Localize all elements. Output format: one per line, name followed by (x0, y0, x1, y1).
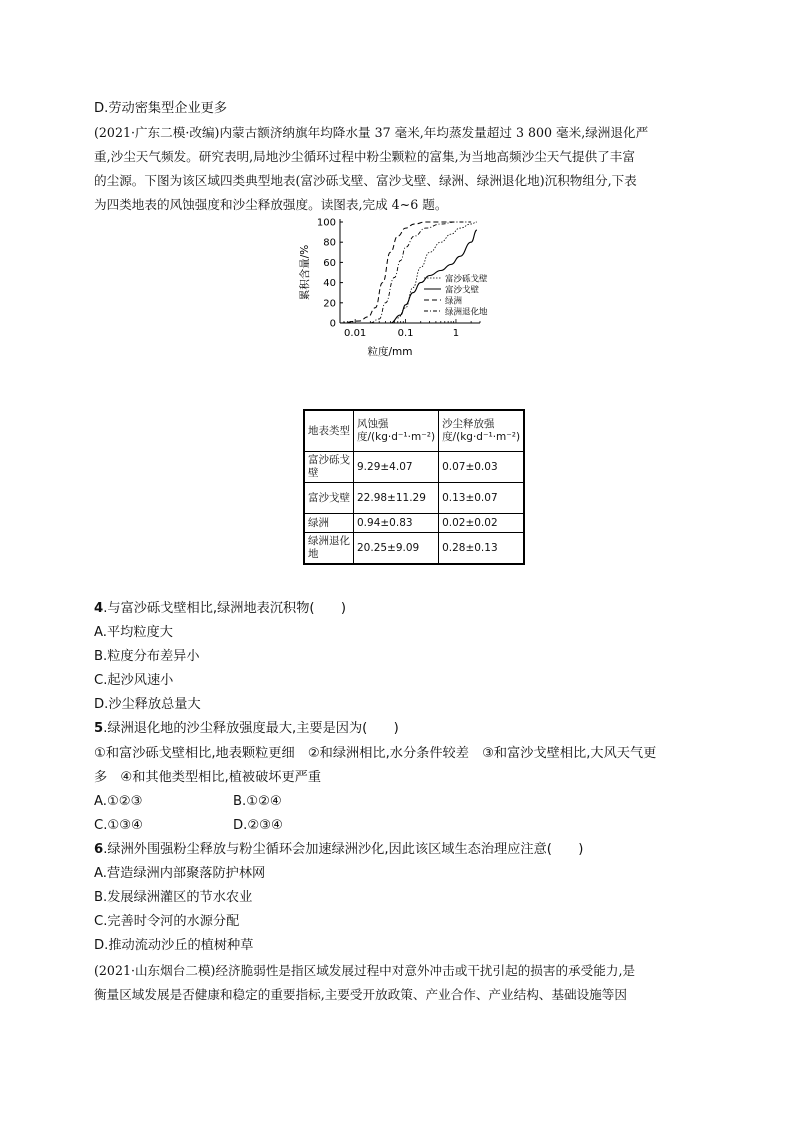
table-header-row (304, 410, 524, 452)
table-header-cell: 沙尘释放强度/(kg·d⁻¹·m⁻²) (439, 410, 525, 452)
y-tick-label: 60 (323, 257, 336, 269)
table-cell: 绿洲退化地 (304, 533, 354, 565)
question-stem-text: .与富沙砾戈壁相比,绿洲地表沉积物( ) (103, 601, 347, 616)
series-line (340, 222, 456, 323)
x-axis-label: 粒度/mm (367, 346, 413, 358)
question-stem-text: .绿洲退化地的沙尘释放强度最大,主要是因为( ) (103, 721, 399, 736)
table-row (304, 452, 524, 483)
option-b: B.发展绿洲灌区的节水农业 (94, 890, 253, 905)
y-tick-label: 100 (316, 217, 336, 229)
data-table (303, 409, 525, 565)
table-cell: 20.25±9.09 (354, 533, 439, 565)
passage-line: (2021·山东烟台二模)经济脆弱性是指区域发展过程中对意外冲击或干扰引起的损害的承受能力,是 (94, 963, 636, 978)
option-a: A.营造绿洲内部聚落防护林网 (94, 866, 266, 881)
question-stem-text: .绿洲外围强粉尘释放与粉尘循环会加速绿洲沙化,因此该区域生态治理应注意( ) (103, 842, 584, 857)
option-a: A.①②③ (94, 794, 143, 809)
x-tick-label: 0.01 (344, 328, 367, 339)
passage-line: 衡量区域发展是否健康和稳定的重要指标,主要受开放政策、产业合作、产业结构、基础设施等因 (94, 987, 627, 1002)
table-cell: 富沙砾戈壁 (304, 452, 354, 483)
question-number: 5 (94, 721, 104, 736)
passage-line: 重,沙尘天气频发。研究表明,局地沙尘循环过程中粉尘颗粒的富集,为当地高频沙尘天气提供了丰富 (94, 149, 635, 164)
y-tick-label: 20 (323, 298, 336, 310)
table-header-cell: 地表类型 (304, 410, 354, 452)
question-number: 4 (94, 601, 104, 616)
question-6-stem (94, 841, 583, 859)
table-cell: 0.28±0.13 (439, 533, 525, 565)
legend-label: 绿洲退化地 (445, 307, 488, 318)
statement-line: ①和富沙砾戈壁相比,地表颗粒更细 ②和绿洲相比,水分条件较差 ③和富沙戈壁相比,大风天气更 (94, 746, 657, 761)
table-row (304, 514, 524, 533)
table-cell: 9.29±4.07 (354, 452, 439, 483)
table-header-cell: 风蚀强度/(kg·d⁻¹·m⁻²) (354, 410, 439, 452)
y-tick-label: 0 (329, 318, 336, 330)
y-axis-label: 累积含量/% (299, 244, 311, 301)
legend-label: 富沙戈壁 (445, 285, 480, 296)
option-d: D.②③④ (233, 818, 283, 833)
passage-line: 的尘源。下图为该区域四类典型地表(富沙砾戈壁、富沙戈壁、绿洲、绿洲退化地)沉积物组分,下表 (94, 173, 637, 188)
option-d: D.沙尘释放总量大 (94, 697, 201, 712)
table-cell: 0.94±0.83 (354, 514, 439, 533)
question-number: 6 (94, 842, 104, 857)
statement-line: 多 ④和其他类型相比,植被破坏更严重 (94, 770, 322, 785)
table-row (304, 533, 524, 565)
legend-label: 富沙砾戈壁 (445, 274, 488, 285)
y-tick-label: 80 (323, 237, 336, 249)
option-c: C.完善时令河的水源分配 (94, 914, 240, 929)
table-cell: 22.98±11.29 (354, 483, 439, 514)
y-tick-label: 40 (323, 278, 336, 290)
question-5-stem (94, 720, 399, 738)
table-cell: 富沙戈壁 (304, 483, 354, 514)
table-cell: 0.07±0.03 (439, 452, 525, 483)
top-option: D.劳动密集型企业更多 (94, 101, 228, 116)
passage-line: 为四类地表的风蚀强度和沙尘释放强度。读图表,完成 4~6 题。 (94, 197, 448, 212)
legend-label: 绿洲 (445, 296, 463, 307)
option-a: A.平均粒度大 (94, 625, 173, 640)
table-cell: 0.13±0.07 (439, 483, 525, 514)
x-tick-label: 0.1 (397, 328, 414, 339)
chart-legend (424, 274, 488, 318)
option-c: C.起沙风速小 (94, 673, 174, 688)
option-c: C.①③④ (94, 818, 143, 833)
question-4-stem (94, 600, 346, 618)
table-cell: 0.02±0.02 (439, 514, 525, 533)
option-b: B.粒度分布差异小 (94, 649, 200, 664)
option-d: D.推动流动沙丘的植树种草 (94, 938, 254, 953)
table-row (304, 483, 524, 514)
x-tick-label: 1 (452, 328, 460, 339)
passage-line: (2021·广东二模·改编)内蒙古额济纳旗年均降水量 37 毫米,年均蒸发量超过 3 800 毫米,绿洲退化严 (94, 125, 649, 140)
option-b: B.①②④ (233, 794, 282, 809)
table-cell: 绿洲 (304, 514, 354, 533)
grain-size-chart (288, 213, 518, 361)
